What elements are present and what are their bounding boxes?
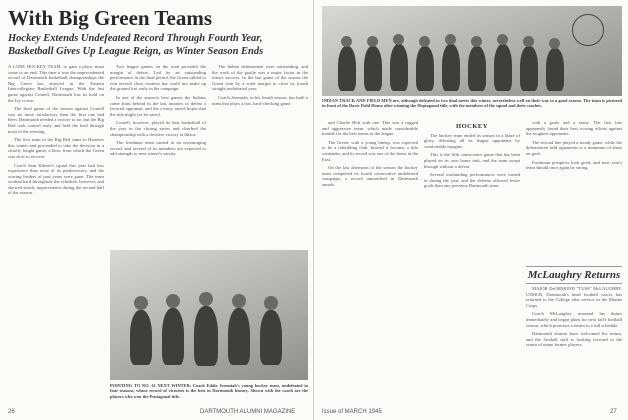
paragraph: The second line played a steady game, while the defensemen held opponents to a minimum of shots on goal. xyxy=(526,139,622,156)
left-column-2 xyxy=(110,64,206,244)
paragraph: The Green, with a young lineup, was expected to be a rebuilding club. Instead it became a title contender, and its record was one of the finest in the East. xyxy=(322,139,418,162)
paragraph: Several outstanding performances were turned in during the year, and the defense allowed fewer goals than any previous Dartmouth team. xyxy=(424,172,520,189)
mclaughry-sidebar xyxy=(526,266,622,406)
sidebar-body xyxy=(526,286,622,406)
paragraph: In one of the season's best games the Indians came from behind in the last minutes to defeat a favored opponent, and the victory raised hopes that the title might yet be saved. xyxy=(110,94,206,117)
paragraph: Freshman prospects look good, and next year's team should once again be strong. xyxy=(526,159,622,171)
left-column-1 xyxy=(8,64,104,404)
paragraph: The first team of the Big Red came to Hanover this winter and proceeded to take the decision in a closely fought game, a blow from which the Green was slow to recover. xyxy=(8,137,104,159)
article-deck: Hockey Extends Undefeated Record Through Fourth Year, Basketball Gives Up League Reign, as Winter Season Ends xyxy=(8,33,264,57)
page-folio: 26 xyxy=(8,409,15,415)
magazine-name: DARTMOUTH ALUMNI MAGAZINE xyxy=(200,409,296,415)
paragraph: On the last afternoon of the season the hockey team completed its fourth consecutive undefeated campaign, a record unmatched in Dartmouth annals. xyxy=(322,165,418,187)
right-page xyxy=(314,0,628,420)
paragraph: Coach Jeremiah, in his fourth season, has built a team that plays a fast, hard-checking game. xyxy=(212,94,308,106)
paragraph: The freshman team turned in an encouraging record, and several of its members are expected to add strength to next winter's varsity. xyxy=(110,140,206,157)
hockey-team-photo xyxy=(110,250,308,380)
paragraph: Dartmouth alumni have welcomed his return, and the football staff is looking forward to the return of many former players. xyxy=(526,331,622,348)
paragraph: A LONE HOCKEY TEAM, to gain a place, must come to an end. This time it was the unprecedented record of Dartmouth basketball championships the Big Green has enjoyed in the Eastern Intercollegiate Basketball League. With the last game against Cornell, Dartmouth lost its hold on the Ivy crown. xyxy=(8,64,104,103)
paragraph: Coach McLaughry resumed his duties immediately and began plans for next fall's football season, which promises a return to a full schedule. xyxy=(526,311,622,328)
right-column-2 xyxy=(424,120,520,406)
hockey-photo-caption: POINTING TO NO. 41 NEXT WINTER: Coach Eddie Jeremiah's young hockey team, undefeated in four seasons, whose record of victories is the best in Dartmouth history. Shown with the coach are the players who won the Pentagonal title. xyxy=(110,383,308,399)
track-photo-caption: INDIAN TRACK AND FIELD MEN are, although defeated in two dual meets this winter, nevertheless well on their way to a good season. The team is pictured in front of the Davis Field House after winning the Heptagonal title, with the members of the squad and their coaches. xyxy=(322,98,622,109)
hockey-subhead: HOCKEY xyxy=(456,123,488,130)
paragraph: The hockey team ended its season in a blaze of glory, defeating all its league opponents by comfortable margins. xyxy=(424,132,520,149)
sidebar-title: McLaughry Returns xyxy=(526,266,622,284)
right-column-3 xyxy=(526,120,622,260)
paragraph: Two league games on the road provided the margin of defeat. Led by an outstanding performance in the final period, the Green rallied to win several close contests but could not make up the ground lost early in the campaign. xyxy=(110,64,206,92)
paragraph: This is the fifth consecutive game that has been played on its own home rink, and the team swept through without a defeat. xyxy=(424,152,520,169)
paragraph: with a goals and a assist. The first line apparently found their best scoring efforts against the toughest opponents. xyxy=(526,120,622,137)
right-column-1 xyxy=(322,120,418,406)
paragraph: The Indian defensemen were outstanding, and the work of the goalie was a major factor in the team's success. In the last game of the season the Green won by a wide margin to close its fourth straight undefeated year. xyxy=(212,64,308,92)
left-column-3 xyxy=(212,64,308,244)
article-title: With Big Green Teams xyxy=(8,6,213,30)
paragraph: Cornell, however, played its best basketball of the year in the closing series and clinched the championship with a decisive victory at Ithaca. xyxy=(110,120,206,137)
track-team-photo xyxy=(322,6,622,96)
magazine-issue: Issue of MARCH 1945 xyxy=(322,409,382,415)
paragraph: MAJOR DeORMOND "TUSS" McLAUGHRY, USMCR, Dartmouth's head football coach, has returned to the College after service in the Marine Corps. xyxy=(526,286,622,308)
paragraph: Coach Sam Kilmer's squad this year had less experience than most of its predecessors, and the scoring leaders of past years were gone. The team worked hard throughout the schedule, however, and showed steady improvement during the second half of the season. xyxy=(8,162,104,196)
paragraph: and Charlie Holt with one. This was a rugged and aggressive team, which made considerable trouble for the best teams in the league. xyxy=(322,120,418,137)
page-folio: 27 xyxy=(610,409,617,415)
paragraph: The final game of the season against Cornell was no more satisfactory than the first one had been. Dartmouth needed a victory to tie, but the Big Red took control early and held the lead through most of the evening. xyxy=(8,106,104,134)
